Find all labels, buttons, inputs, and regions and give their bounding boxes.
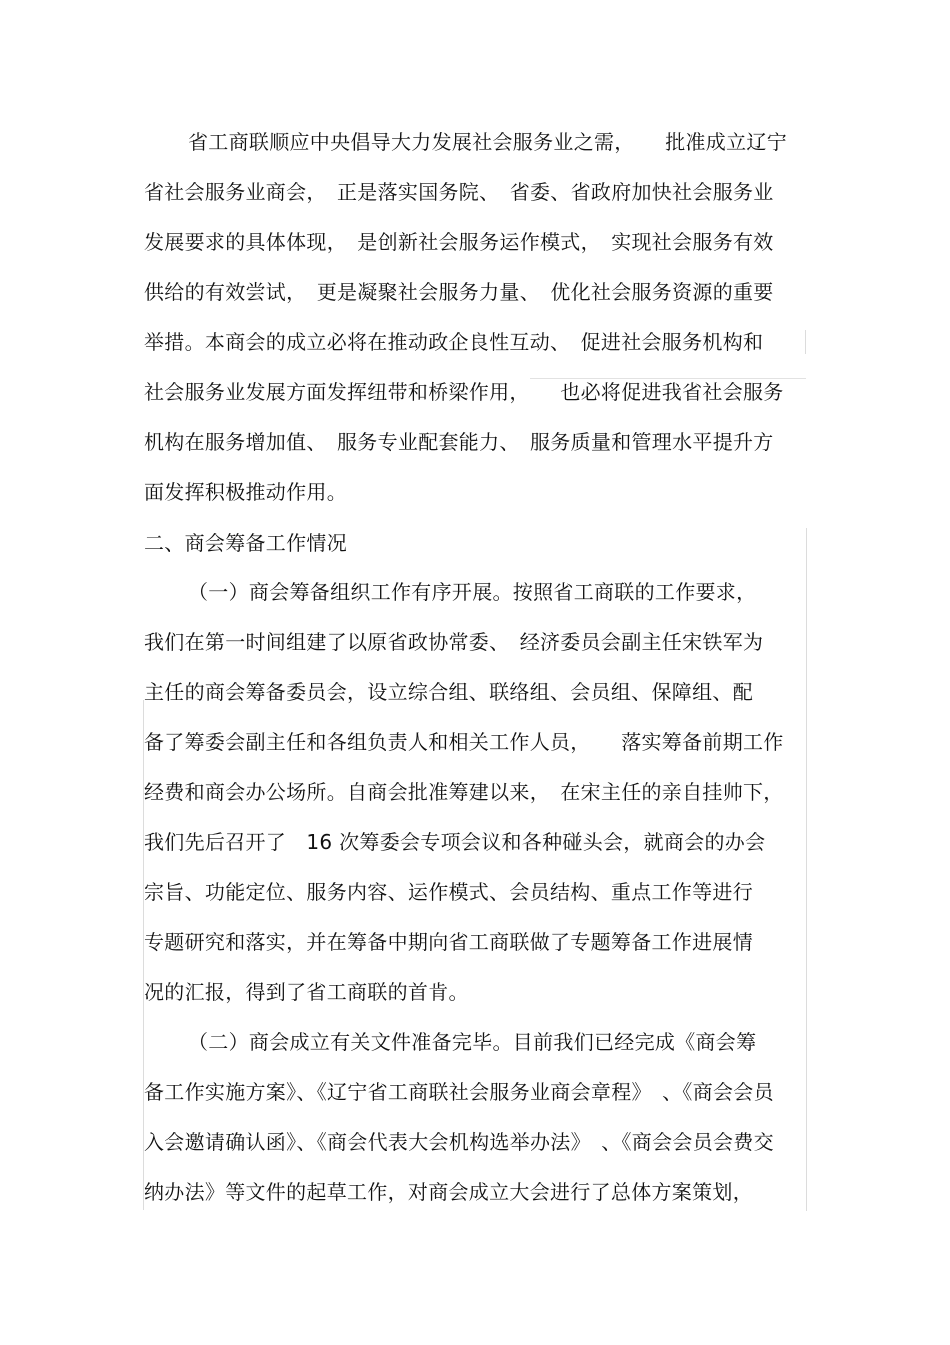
text-line-10: （一）商会筹备组织工作有序开展。按照省工商联的工作要求， [188,580,757,604]
text-line-7: 机构在服务增加值、 服务专业配套能力、 服务质量和管理水平提升方 [144,430,774,454]
text-line-3: 发展要求的具体体现， 是创新社会服务运作模式， 实现社会服务有效 [144,230,774,254]
text-line-16: 宗旨、功能定位、服务内容、运作模式、会员结构、重点工作等进行 [144,880,753,904]
text-line-11: 我们在第一时间组建了以原省政协常委、 经济委员会副主任宋铁军为 [144,630,764,654]
text-line-6: 社会服务业发展方面发挥纽带和桥梁作用， 也必将促进我省社会服务 [144,380,784,404]
text-line-21: 入会邀请确认函》、《商会代表大会机构选举办法》 、《商会会员会费交 [144,1130,774,1154]
text-line-14: 经费和商会办公场所。自商会批准筹建以来， 在宋主任的亲自挂帅下， [144,780,784,804]
right-margin-rule [806,528,807,1211]
text-line-18: 况的汇报，得到了省工商联的首肯。 [144,980,469,1004]
text-line-12: 主任的商会筹备委员会，设立综合组、联络组、会员组、保障组、配 [144,680,753,704]
text-line-4: 供给的有效尝试， 更是凝聚社会服务力量、 优化社会服务资源的重要 [144,280,774,304]
text-line-22: 纳办法》等文件的起草工作，对商会成立大会进行了总体方案策划， [144,1180,753,1204]
text-line-13: 备了筹委会副主任和各组负责人和相关工作人员， 落实筹备前期工作 [144,730,784,754]
text-line-20: 备工作实施方案》、《辽宁省工商联社会服务业商会章程》 、《商会会员 [144,1080,774,1104]
section-heading: 二、商会筹备工作情况 [144,531,347,555]
text-line-2: 省社会服务业商会， 正是落实国务院、 省委、省政府加快社会服务业 [144,180,774,204]
right-margin-rule-upper [805,330,806,354]
text-line-15: 我们先后召开了 16 次筹委会专项会议和各种碰头会，就商会的办会 [144,830,766,854]
text-line-8: 面发挥积极推动作用。 [144,480,347,504]
text-line-17: 专题研究和落实，并在筹备中期向省工商联做了专题筹备工作进展情 [144,930,753,954]
text-line-5: 举措。本商会的成立必将在推动政企良性互动、 促进社会服务机构和 [144,330,764,354]
text-line-1: 省工商联顺应中央倡导大力发展社会服务业之需， 批准成立辽宁 [188,130,787,154]
text-line-19: （二）商会成立有关文件准备完毕。目前我们已经完成《商会筹 [188,1030,757,1054]
